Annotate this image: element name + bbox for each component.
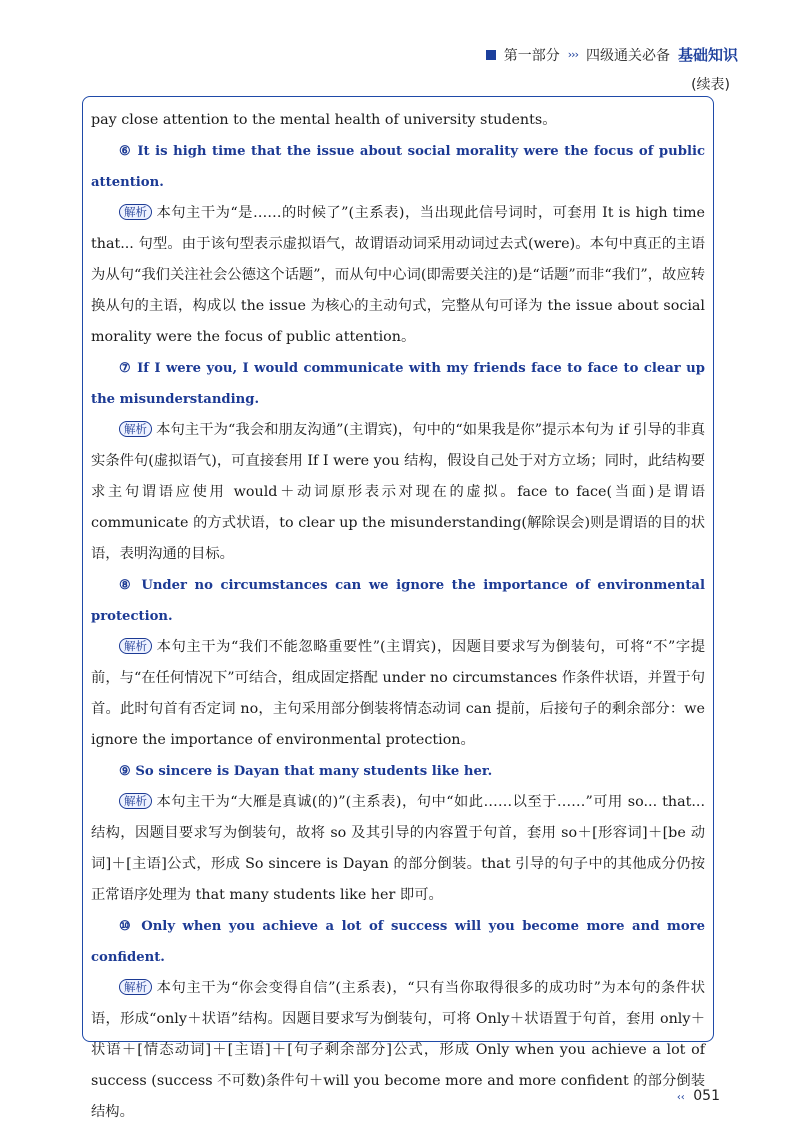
analysis-tag: 解析: [119, 979, 152, 995]
header-section: 基础知识: [677, 46, 738, 64]
page-footer: [677, 1088, 720, 1104]
continued-text: pay close attention to the mental health of university students。: [91, 112, 557, 128]
analysis-8-text: 本句主干为“我们不能忽略重要性”(主谓宾)，因题目要求写为倒装句，可将“不”字提前，与“在任何情况下”可结合，组成固定搭配 under no circumstances 作条件状语，并置于句首。此时句首有否定词 no，主句采用部分倒装将情态动词 can 提前，后接句子的剩余部分：we ignore the importance of environmental protection。: [91, 639, 705, 748]
running-header: [486, 44, 738, 65]
question-8: ⑧ Under no circumstances can we ignore the importance of environmental protection.: [91, 578, 705, 624]
analysis-7: [91, 415, 705, 570]
question-6: ⑥ It is high time that the issue about social morality were the focus of public attention.: [91, 144, 705, 190]
continued-label: (续表): [691, 77, 730, 93]
question-9: ⑨ So sincere is Dayan that many students like her.: [119, 764, 493, 779]
question-7: ⑦ If I were you, I would communicate with my friends face to face to clear up the misunderstanding.: [91, 361, 705, 407]
page-number: 051: [693, 1088, 720, 1104]
analysis-6-text: 本句主干为“是……的时候了”(主系表)，当出现此信号词时，可套用 It is high time that... 句型。由于该句型表示虚拟语气，故谓语动词采用动词过去式(were)。本句中真正的主语为从句“我们关注社会公德这个话题”，而从句中心词(即需要关注的)是“话题”而非“我们”，故应转换从句的主语，构成以 the issue 为核心的主动句式，完整从句可译为 the issue about social morality were the focus of public attention。: [91, 205, 705, 345]
analysis-tag: 解析: [119, 638, 152, 654]
header-arrows-icon: ›››: [567, 48, 578, 61]
analysis-7-text: 本句主干为“我会和朋友沟通”(主谓宾)，句中的“如果我是你”提示本句为 if 引导的非真实条件句(虚拟语气)，可直接套用 If I were you 结构，假设自己处于对方立场；同时，此结构要求主句谓语应使用 would＋动词原形表示对现在的虚拟。face to face(当面)是谓语 communicate 的方式状语，to clear up the misunderstanding(解除误会)则是谓语的目的状语，表明沟通的目标。: [91, 422, 705, 562]
analysis-tag: 解析: [119, 204, 152, 220]
header-book: 四级通关必备: [585, 47, 670, 64]
analysis-tag: 解析: [119, 421, 152, 437]
analysis-6: [91, 198, 705, 353]
question-10: ⑩ Only when you achieve a lot of success will you become more and more confident.: [91, 919, 705, 965]
analysis-10-text: 本句主干为“你会变得自信”(主系表)，“只有当你取得很多的成功时”为本句的条件状语，形成“only＋状语”结构。因题目要求写为倒装句，可将 Only＋状语置于句首，套用 only＋状语＋[情态动词]＋[主语]＋[句子剩余部分]公式，形成 Only when you achieve a lot of success (success 不可数)条件句＋will you become more and more confident 的部分倒装结构。: [91, 980, 705, 1120]
analysis-9: [91, 787, 705, 911]
analysis-10: [91, 973, 705, 1128]
header-square-icon: [486, 50, 496, 60]
footer-arrows-icon: ‹‹: [676, 1092, 685, 1103]
analysis-tag: 解析: [119, 793, 152, 809]
header-part: 第一部分: [503, 47, 560, 64]
analysis-9-text: 本句主干为“大雁是真诚(的)”(主系表)，句中“如此……以至于……”可用 so... that... 结构，因题目要求写为倒装句，故将 so 及其引导的内容置于句首，套用 so＋[形容词]＋[be 动词]＋[主语]公式，形成 So sincere is Dayan 的部分倒装。that 引导的句子中的其他成分仍按正常语序处理为 that many students like her 即可。: [91, 794, 705, 903]
analysis-8: [91, 632, 705, 756]
